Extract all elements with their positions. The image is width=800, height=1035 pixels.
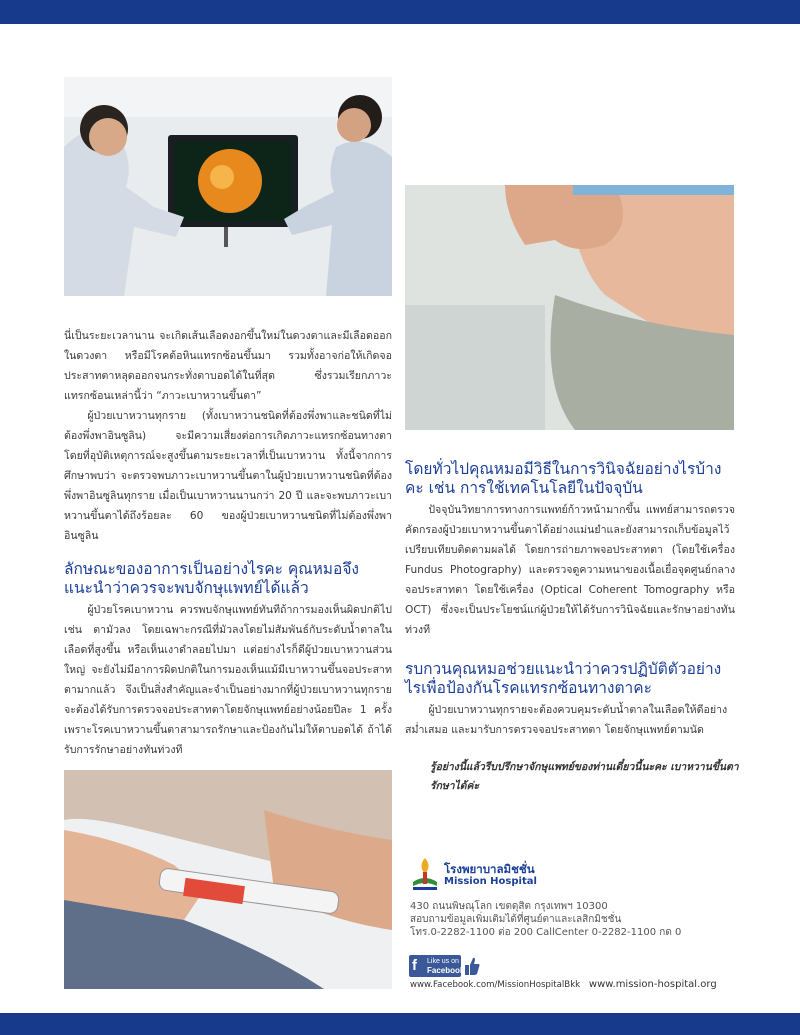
symptoms-heading: ลักษณะของอาการเป็นอย่างไรคะ คุณหมอจึงแนะนำว่าควรจะพบจักษุแพทย์ได้แล้ว — [64, 560, 359, 597]
facebook-url-link[interactable]: www.Facebook.com/MissionHospitalBkk — [410, 980, 581, 990]
top-bar — [0, 0, 800, 24]
facebook-box — [409, 955, 465, 977]
logo-english-name: Mission Hospital — [444, 876, 537, 887]
inquiry-line: สอบถามข้อมูลเพิ่มเติมได้ที่ศูนย์ตาและเลสิกมิชชั่น — [410, 914, 622, 925]
hospital-logo — [410, 856, 670, 896]
facebook-label — [427, 957, 464, 975]
doctors-retina-photo — [64, 77, 392, 296]
address: 430 ถนนพิษณุโลก เขตดุสิต กรุงเทพฯ 10300 — [410, 901, 608, 912]
symptoms-paragraph: ผู้ป่วยโรคเบาหวาน ควรพบจักษุแพทย์ทันทีถ้าการมองเห็นผิดปกติไป เช่น ตามัวลง โดยเฉพาะกรณีที่มัวลงโดยไม่สัมพันธ์กับระดับน้ำตาลในเลือดที่สูงขึ้น หรือเห็นเงาดำลอยไปมา แต่อย่างไรก็ดีผู้ป่วยเบาหวานส่วนใหญ่ จะยังไม่มีอาการผิดปกติในการมองเห็นแม้มีเบาหวานขึ้นจอประสาทตามากแล้ว จึงเป็นสิ่งสำคัญและจำเป็นอย่างมากที่ผู้ป่วยเบาหวานทุกราย จะต้องได้รับการตรวจจอประสาทตาโดยจักษุแพทย์อย่างน้อยปีละ 1 ครั้ง เพราะโรคเบาหวานขึ้นตาสามารถรักษาและป้องกันไม่ให้ตาบอดได้ ถ้าได้รับการรักษาอย่างทันท่วงที — [64, 604, 392, 756]
insulin-injection-photo — [64, 770, 392, 989]
closing-note: รู้อย่างนี้แล้วรีบปรึกษาจักษุแพทย์ของท่านเดี๋ยวนี้นะคะ เบาหวานขึ้นตารักษาได้ค่ะ — [430, 761, 739, 792]
thumbs-up-icon — [463, 955, 481, 977]
logo-thai-name: โรงพยาบาลมิชชั่น — [444, 862, 535, 876]
diagnosis-heading: โดยทั่วไปคุณหมอมีวิธีในการวินิจฉัยอย่างไรบ้างคะ เช่น การใช้เทคโนโลยีในปัจจุบัน — [405, 460, 722, 497]
phone-line: โทร.0-2282-1100 ต่อ 200 CallCenter 0-2282-1100 กด 0 — [410, 927, 682, 938]
facebook-like-badge[interactable] — [409, 955, 481, 977]
facebook-name-text: Facebook — [427, 966, 465, 975]
website-link[interactable]: www.mission-hospital.org — [588, 979, 717, 990]
prevention-heading: รบกวนคุณหมอช่วยแนะนำว่าควรปฏิบัติตัวอย่างไรเพื่อป้องกันโรคแทรกซ้อนทางตาคะ — [405, 660, 722, 697]
intro-paragraph: นี่เป็นระยะเวลานาน จะเกิดเส้นเลือดงอกขึ้นใหม่ในดวงตาและมีเลือดออกในดวงตา หรือมีโรคต้อหินแทรกซ้อนขึ้นมา รวมทั้งอาจก่อให้เกิดจอประสาทตาหลุดออกจนกระทั่งตาบอดได้ในที่สุด ซึ่งรวมเรียกภาวะแทรกซ้อนเหล่านี้ว่า “ภาวะเบาหวานขึ้นตา” — [64, 330, 392, 402]
risk-paragraph: ผู้ป่วยเบาหวานทุกราย (ทั้งเบาหวานชนิดที่ต้องพึ่งพาและชนิดที่ไม่ต้องพึ่งพาอินซูลิน) จะมีความเสี่ยงต่อการเกิดภาวะแทรกซ้อนทางตาโดยที่อุบัติเหตุการณ์จะสูงขึ้นตามระยะเวลาที่เป็นเบาหวาน ทั้งนี้จากการศึกษาพบว่า จะตรวจพบภาวะเบาหวานขึ้นตาในผู้ป่วยเบาหวานชนิดที่ต้องพึ่งพาอินซูลินทุกราย เมื่อเป็นเบาหวานนานกว่า 20 ปี และจะพบภาวะเบาหวานขึ้นตาได้ถึงร้อยละ 60 ของผู้ป่วยเบาหวานชนิดที่ไม่ต้องพึ่งพาอินซูลิน — [64, 410, 392, 542]
footer-links — [410, 979, 717, 990]
diagnosis-paragraph: ปัจจุบันวิทยาการทางการแพทย์ก้าวหน้ามากขึ้น แพทย์สามารถตรวจคัดกรองผู้ป่วยเบาหวานขึ้นตาได้อย่างแม่นยำและยังสามารถเก็บข้อมูลไว้เปรียบเทียบติดตามผลได้ โดยการถ่ายภาพจอประสาทตา (โดยใช้เครื่อง Fundus Photography) และตรวจดูความหนาของเนื้อเยื่อจุดศูนย์กลางจอประสาทตา โดยใช้เครื่อง (Optical Coherent Tomography หรือ OCT) ซึ่งจะเป็นประโยชน์แก่ผู้ป่วยให้ได้รับการวินิจฉัยและรักษาอย่างทันท่วงที — [405, 504, 735, 636]
bottom-bar — [0, 1013, 800, 1035]
belly-fat-photo — [405, 185, 734, 430]
mission-hospital-icon — [410, 856, 440, 892]
facebook-f-icon: f — [412, 957, 417, 974]
facebook-like-text: Like us on — [427, 958, 459, 965]
prevention-paragraph: ผู้ป่วยเบาหวานทุกรายจะต้องควบคุมระดับน้ำตาลในเลือดให้ดีอย่างสม่ำเสมอ และมารับการตรวจจอประสาทตา โดยจักษุแพทย์ตามนัด — [405, 704, 728, 736]
